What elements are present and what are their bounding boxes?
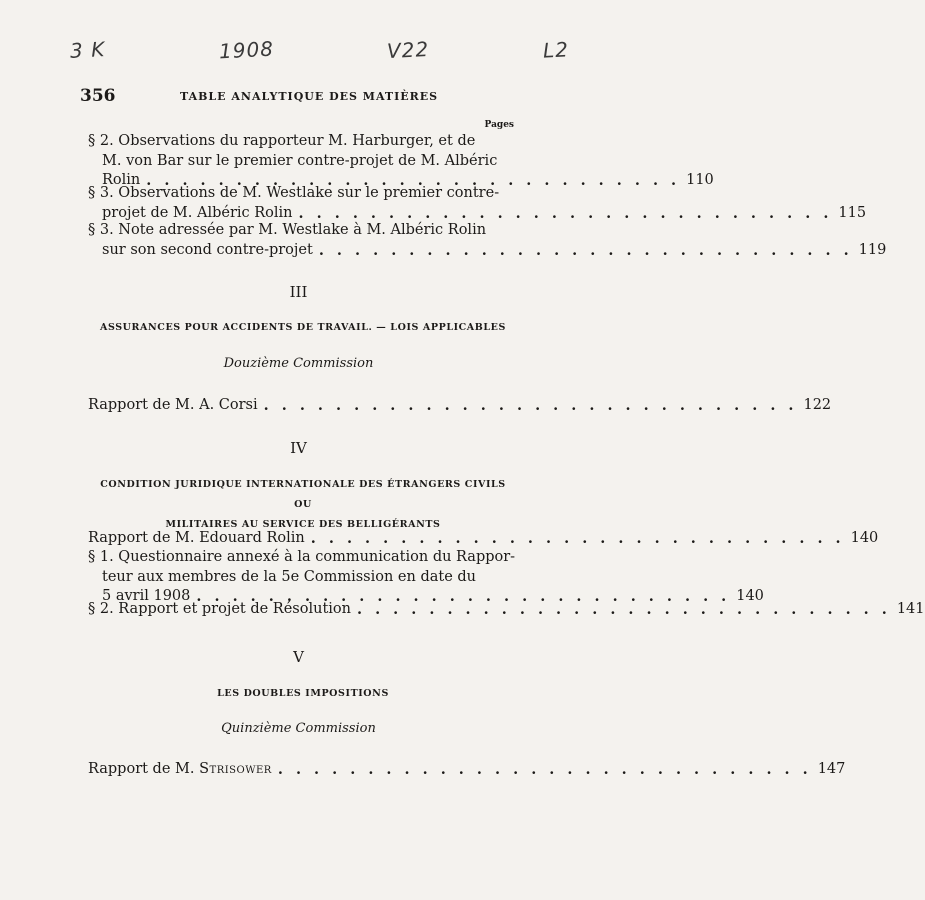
- leader-dots: . . . . . . . . . . . . . . . . . . . . . . . . . . . . . .: [318, 241, 853, 259]
- entry-text: [88, 760, 272, 780]
- entry-text: M. von Bar sur le premier contre-projet de M. Albéric: [102, 152, 498, 169]
- entry-prefix: Rapport de M.: [88, 761, 195, 777]
- toc-entry: [88, 132, 714, 191]
- pages-column-label: Pages: [484, 120, 514, 130]
- entry-page: 141: [896, 601, 925, 617]
- toc-entry: [88, 529, 879, 549]
- entry-text: § 2. Rapport et projet de Résolution: [88, 601, 351, 617]
- entry-text: sur son second contre-projet: [102, 241, 313, 258]
- toc-entry: [88, 600, 925, 620]
- leader-dots: . . . . . . . . . . . . . . . . . . . . . . . . . . . . . .: [146, 172, 681, 190]
- page-number: 356: [80, 86, 116, 106]
- leader-dots: . . . . . . . . . . . . . . . . . . . . . . . . . . . . . .: [356, 601, 891, 618]
- section-heading: LES DOUBLES IMPOSITIONS: [217, 688, 389, 699]
- entry-text: projet de M. Albéric Rolin: [102, 204, 293, 221]
- section-number: IV: [290, 439, 307, 457]
- entry-text: 5 avril 1908: [102, 588, 191, 605]
- toc-entry: [88, 760, 846, 780]
- handwritten-note: 1908: [218, 36, 275, 64]
- entry-text: § 3. Note adressée par M. Westlake à M. Albéric Rolin: [88, 222, 487, 238]
- entry-page: 110: [686, 172, 714, 189]
- running-title: TABLE ANALYTIQUE DES MATIÈRES: [180, 90, 439, 103]
- leader-dots: . . . . . . . . . . . . . . . . . . . . . . . . . . . . . .: [277, 761, 812, 778]
- entry-page: 140: [850, 530, 879, 546]
- entry-text: § 2. Observations du rapporteur M. Harburger, et de: [88, 133, 476, 149]
- entry-page: 147: [817, 761, 846, 777]
- entry-page: 115: [838, 204, 867, 221]
- handwritten-notes: [70, 38, 569, 62]
- section-heading: [90, 475, 516, 535]
- toc-entry: [88, 184, 867, 223]
- section-heading-line: CONDITION JURIDIQUE INTERNATIONALE DES ÉTRANGERS CIVILS OU: [100, 479, 506, 510]
- entry-text: Rapport de M. A. Corsi: [88, 397, 258, 413]
- leader-dots: . . . . . . . . . . . . . . . . . . . . . . . . . . . . . .: [196, 588, 731, 606]
- toc-entry: [88, 548, 764, 607]
- toc-entry: [88, 221, 887, 260]
- entry-page: 140: [736, 588, 764, 605]
- toc-entry: [88, 396, 832, 416]
- section-heading: ASSURANCES POUR ACCIDENTS DE TRAVAIL. — LOIS APPLICABLES: [99, 322, 506, 333]
- section-number: III: [289, 283, 308, 301]
- leader-dots: . . . . . . . . . . . . . . . . . . . . . . . . . . . . . .: [263, 397, 798, 414]
- entry-text: § 3. Observations de M. Westlake sur le premier contre-: [88, 185, 500, 201]
- entry-text: Rapport de M. Edouard Rolin: [88, 530, 305, 546]
- handwritten-note: V22: [386, 36, 431, 64]
- entry-page: 119: [858, 241, 887, 258]
- entry-text: teur aux membres de la 5e Commission en date du: [102, 568, 477, 585]
- handwritten-note: 3 K: [69, 37, 106, 63]
- author-name: Strisower: [199, 761, 272, 777]
- entry-text: Rolin: [102, 172, 141, 189]
- handwritten-note: L2: [542, 37, 570, 63]
- commission-title: Douzième Commission: [223, 356, 374, 371]
- entry-text: § 1. Questionnaire annexé à la communication du Rappor-: [88, 549, 516, 565]
- section-number: V: [293, 648, 304, 666]
- leader-dots: . . . . . . . . . . . . . . . . . . . . . . . . . . . . . .: [298, 204, 833, 222]
- commission-title: Quinzième Commission: [221, 721, 376, 736]
- section-heading-line: MILITAIRES AU SERVICE DES BELLIGÉRANTS: [165, 519, 441, 530]
- entry-page: 122: [803, 397, 832, 413]
- leader-dots: . . . . . . . . . . . . . . . . . . . . . . . . . . . . . .: [310, 530, 845, 547]
